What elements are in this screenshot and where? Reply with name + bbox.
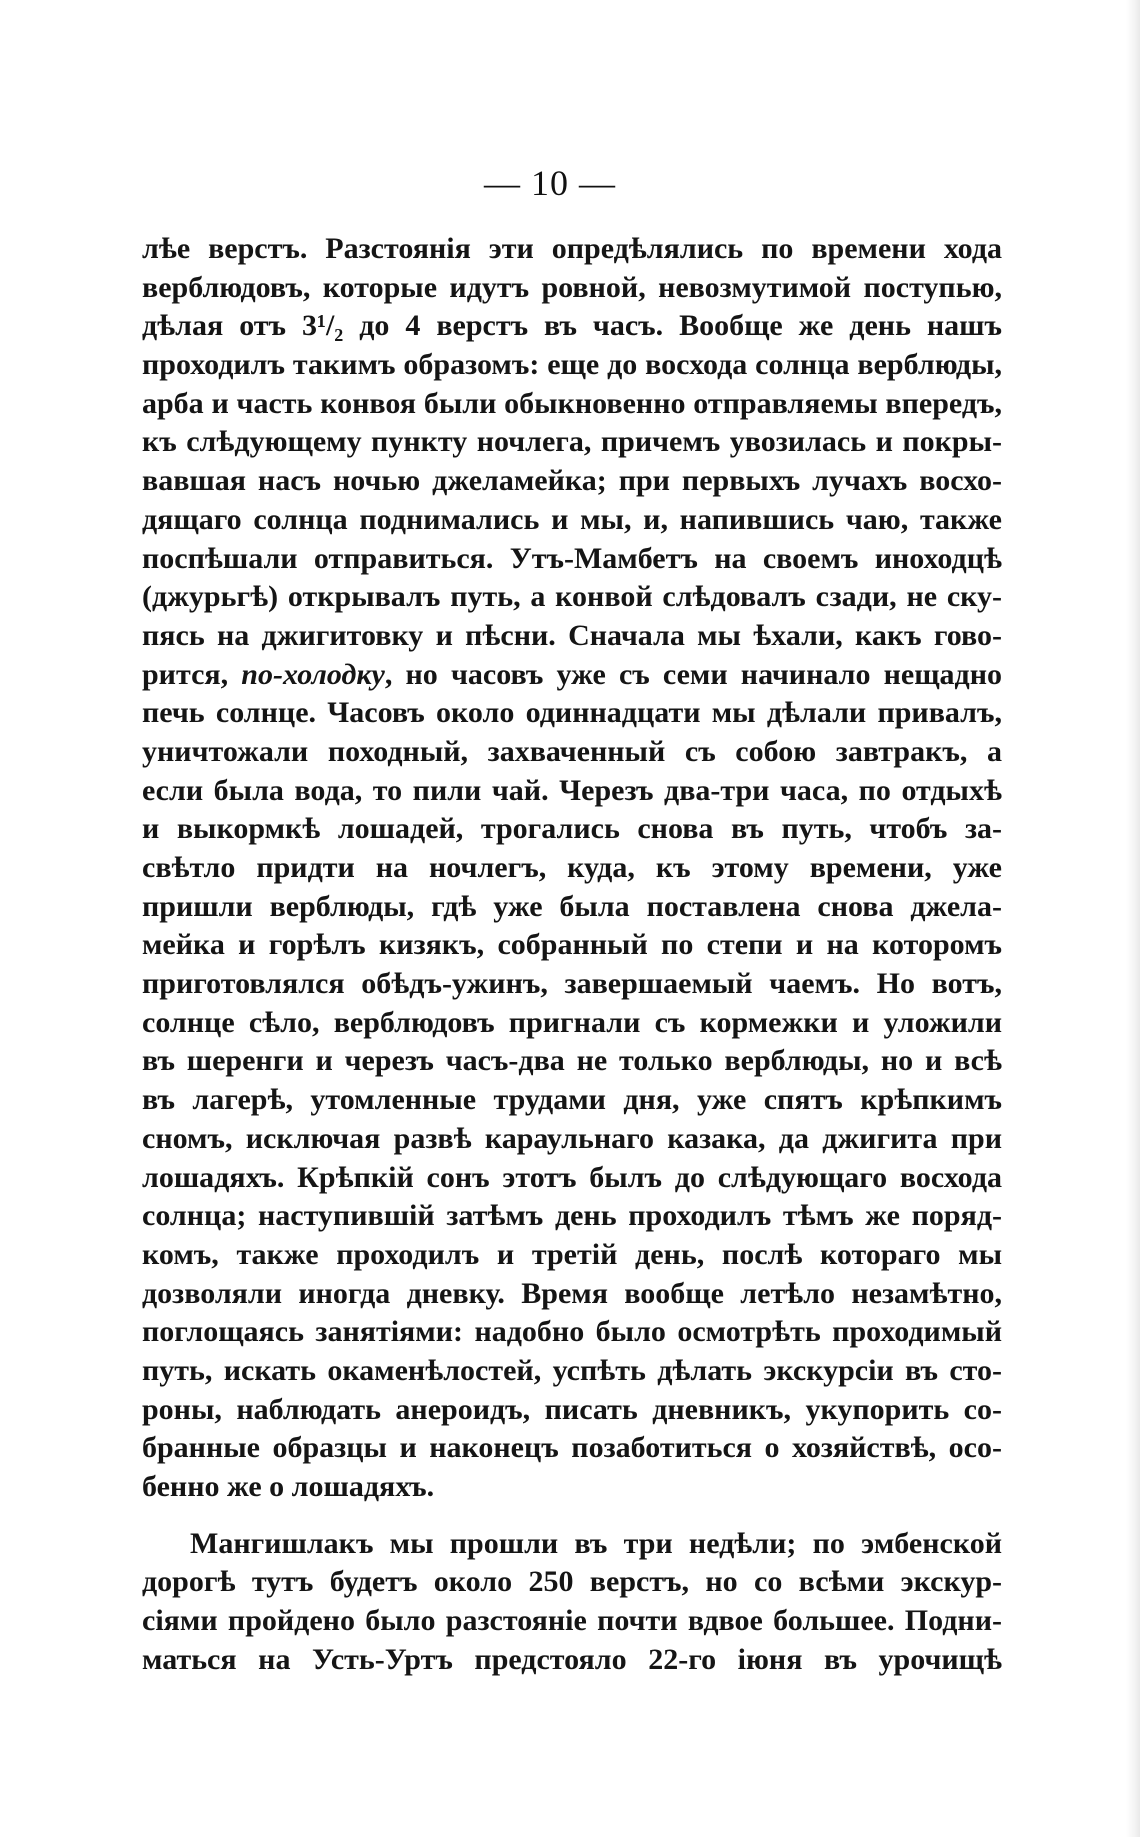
text-line: приготовлялся обѣдъ-ужинъ, завершаемый чаемъ. Но вотъ, xyxy=(142,967,1002,1001)
paragraph-2 xyxy=(142,1525,1002,1680)
text-line: проходилъ такимъ образомъ: еще до восхода солнца верблюды, xyxy=(142,348,1002,382)
text-line: верблюдовъ, которые идутъ ровной, невозмутимой поступью, xyxy=(142,270,1002,304)
text-line: роны, наблюдать анероидъ, писать дневникъ, укупорить со- xyxy=(142,1392,1002,1426)
text-line: комъ, также проходилъ и третій день, послѣ котораго мы xyxy=(142,1237,1002,1271)
text-line: солнца; наступившій затѣмъ день проходилъ тѣмъ же поряд- xyxy=(142,1199,1002,1233)
text-line: поспѣшали отправиться. Утъ-Мамбетъ на своемъ иноходцѣ xyxy=(142,541,1002,575)
text-line: въ лагерѣ, утомленные трудами дня, уже спятъ крѣпкимъ xyxy=(142,1083,1002,1117)
paragraph-1 xyxy=(142,230,1002,1507)
text-line: лѣе верстъ. Разстоянія эти опредѣлялись по времени хода xyxy=(142,232,1002,265)
text-line: и выкормкѣ лошадей, трогались снова въ путь, чтобъ за- xyxy=(142,812,1002,846)
text-line: рится, по-холодку, но часовъ уже съ семи начинало нещадно xyxy=(142,657,1003,691)
body-text xyxy=(142,230,1002,1679)
text-line: дозволяли иногда дневку. Время вообще летѣло незамѣтно, xyxy=(142,1276,1002,1310)
text-line: лошадяхъ. Крѣпкій сонъ этотъ былъ до слѣдующаго восхода xyxy=(142,1160,1002,1194)
scan-edge-shadow xyxy=(1126,0,1140,1837)
text-line: солнце сѣло, верблюдовъ пригнали съ кормежки и уложили xyxy=(142,1005,1002,1039)
text-line: вавшая насъ ночью джеламейка; при первыхъ лучахъ восхо- xyxy=(142,464,1002,498)
text-line: бенно же о лошадяхъ. xyxy=(142,1470,435,1503)
text-line: сіями пройдено было разстояніе почти вдвое большее. Подни- xyxy=(142,1604,1002,1638)
text-line: мейка и горѣлъ кизякъ, собранный по степи и на которомъ xyxy=(142,928,1002,962)
text-line: свѣтло придти на ночлегъ, куда, къ этому времени, уже xyxy=(142,851,1002,884)
text-line: въ шеренги и черезъ часъ-два не только верблюды, но и всѣ xyxy=(142,1044,1002,1078)
text-line: сномъ, исключая развѣ караульнаго казака, да джигита при xyxy=(142,1121,1002,1155)
text-line: если была вода, то пили чай. Черезъ два-три часа, по отдыхѣ xyxy=(142,773,1002,807)
text-line: уничтожали походный, захваченный съ собою завтракъ, а xyxy=(142,734,1002,768)
text-line: (джурьгѣ) открывалъ путь, а конвой слѣдовалъ сзади, не ску- xyxy=(142,580,1002,614)
text-line: маться на Усть-Уртъ предстояло 22-го іюня въ урочищѣ xyxy=(142,1642,1002,1676)
text-line: печь солнце. Часовъ около одиннадцати мы дѣлали привалъ, xyxy=(142,696,1002,730)
text-line: къ слѣдующему пункту ночлега, причемъ увозилась и покры- xyxy=(142,425,1002,459)
text-line: дорогѣ тутъ будетъ около 250 верстъ, но со всѣми экскур- xyxy=(142,1565,1002,1599)
text-line: пясь на джигитовку и пѣсни. Сначала мы ѣхали, какъ гово- xyxy=(142,618,1002,652)
text-line: арба и часть конвоя были обыкновенно отправляемы впередъ, xyxy=(142,386,1002,420)
text-line: Мангишлакъ мы прошли въ три недѣли; по эмбенской xyxy=(190,1526,1002,1560)
text-line: дѣлая отъ 3¹/₂ до 4 верстъ въ часъ. Вообще же день нашъ xyxy=(142,309,1002,343)
text-line: бранные образцы и наконецъ позаботиться о хозяйствѣ, осо- xyxy=(142,1431,1002,1465)
text-line: пришли верблюды, гдѣ уже была поставлена снова джела- xyxy=(142,889,1002,923)
page-number: — 10 — xyxy=(484,163,616,203)
text-line: поглощаясь занятіями: надобно было осмотрѣть проходимый xyxy=(142,1315,1002,1349)
text-line: путь, искать окаменѣлостей, успѣть дѣлать экскурсіи въ сто- xyxy=(142,1353,1002,1387)
italic-phrase: по-холодку xyxy=(241,657,385,691)
paragraph-gap xyxy=(142,1507,1002,1525)
text-line: дящаго солнца поднимались и мы, и, напившись чаю, также xyxy=(142,502,1002,536)
